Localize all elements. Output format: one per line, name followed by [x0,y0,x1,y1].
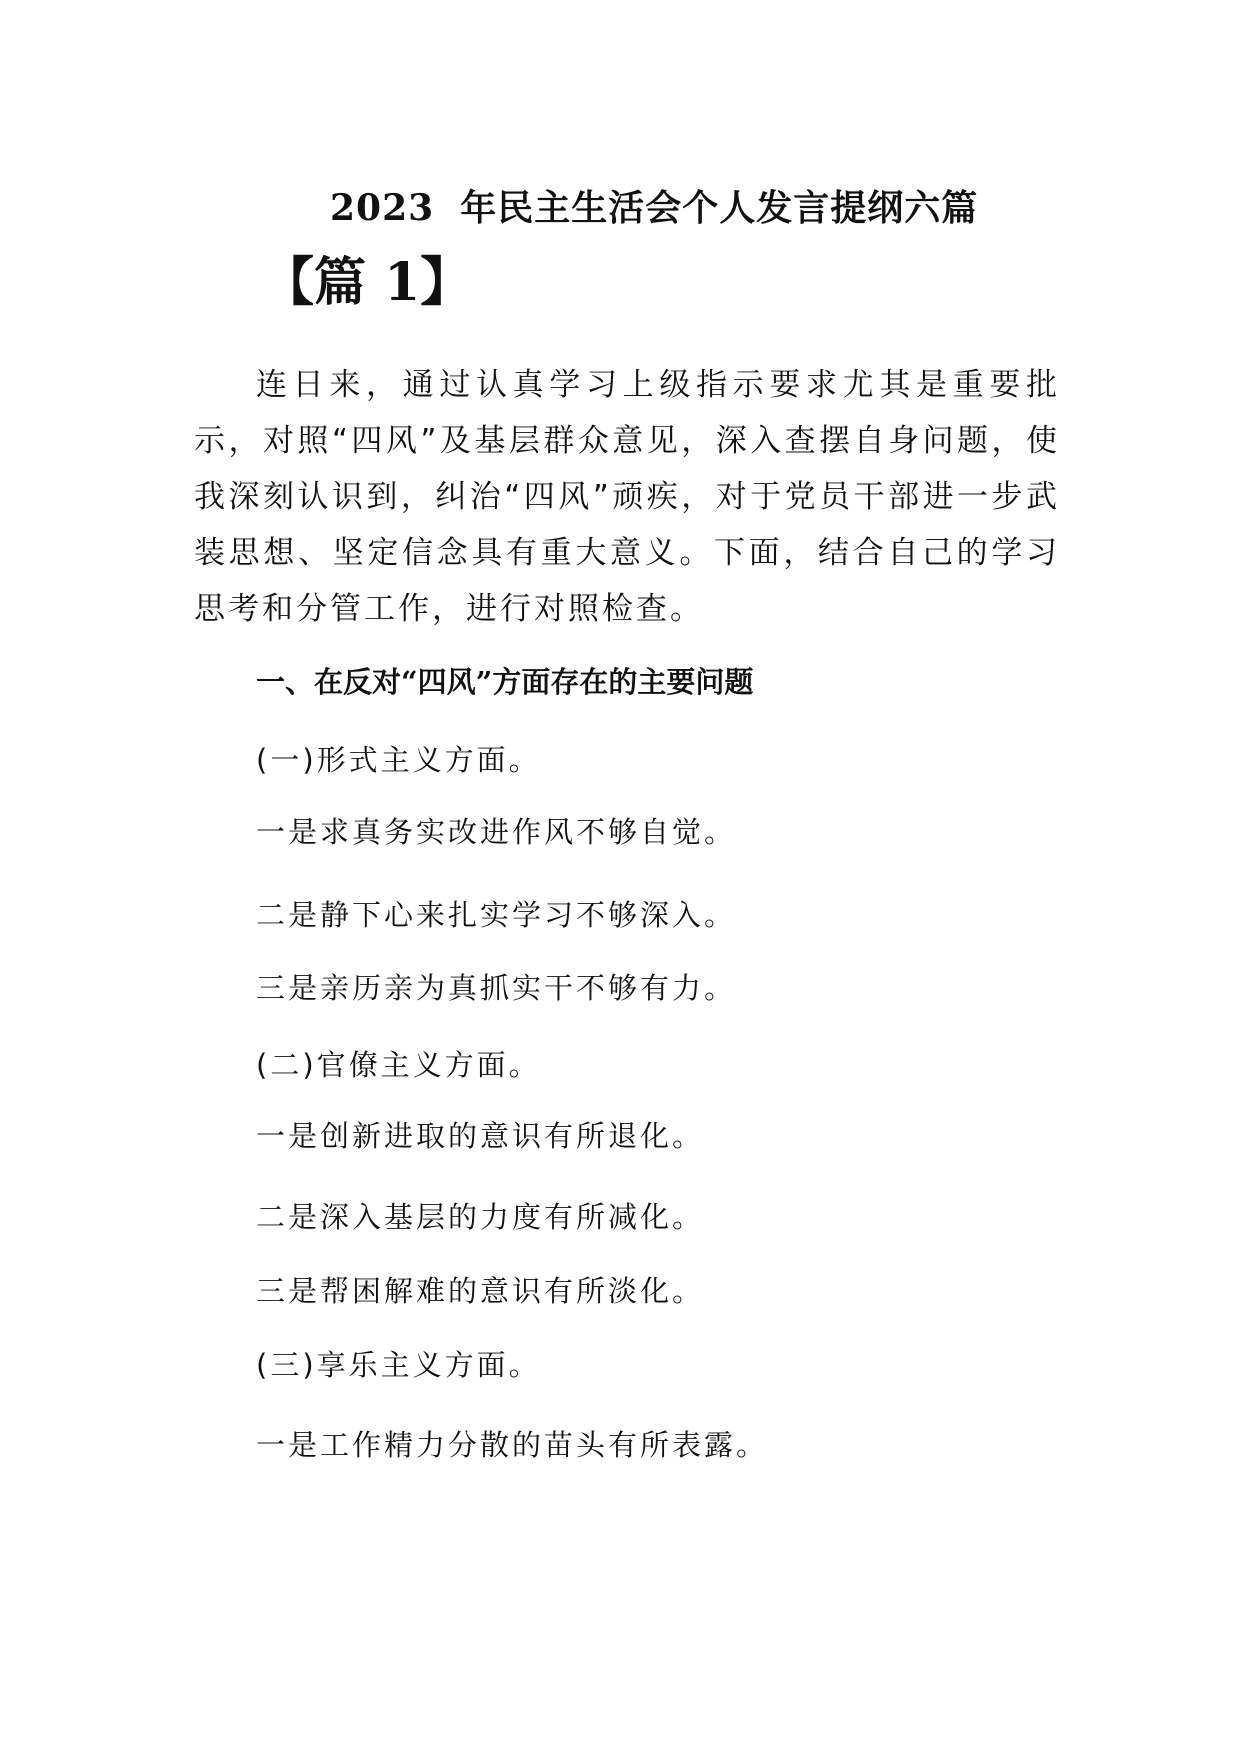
list-item: 一是工作精力分散的苗头有所表露。 [256,1428,769,1462]
section-heading: 一、在反对“四风”方面存在的主要问题 [256,665,754,699]
list-item: 三是亲历亲为真抓实干不够有力。 [256,971,737,1005]
title-year: 2023 [330,187,435,229]
subsection-formalism: (一)形式主义方面。 [256,743,541,777]
list-item: 一是求真务实改进作风不够自觉。 [256,815,737,849]
chapter-label: 【篇 1】 [262,252,473,313]
list-item: 二是深入基层的力度有所减化。 [256,1200,705,1234]
list-item: 三是帮困解难的意识有所淡化。 [256,1274,705,1308]
subsection-hedonism: (三)享乐主义方面。 [256,1348,541,1382]
list-item: 二是静下心来扎实学习不够深入。 [256,898,737,932]
subsection-bureaucratism: (二)官僚主义方面。 [256,1048,541,1082]
list-item: 一是创新进取的意识有所退化。 [256,1119,705,1153]
title-text: 年民主生活会个人发言提纲六篇 [460,187,979,229]
document-title [330,180,978,231]
intro-paragraph: 连日来，通过认真学习上级指示要求尤其是重要批示，对照“四风”及基层群众意见，深入查摆自身问题，使我深刻认识到，纠治“四风”顽疾，对于党员干部进一步武装思想、坚定信念具有重大意义。下面，结合自己的学习思考和分管工作，进行对照检查。 [194,367,1060,627]
